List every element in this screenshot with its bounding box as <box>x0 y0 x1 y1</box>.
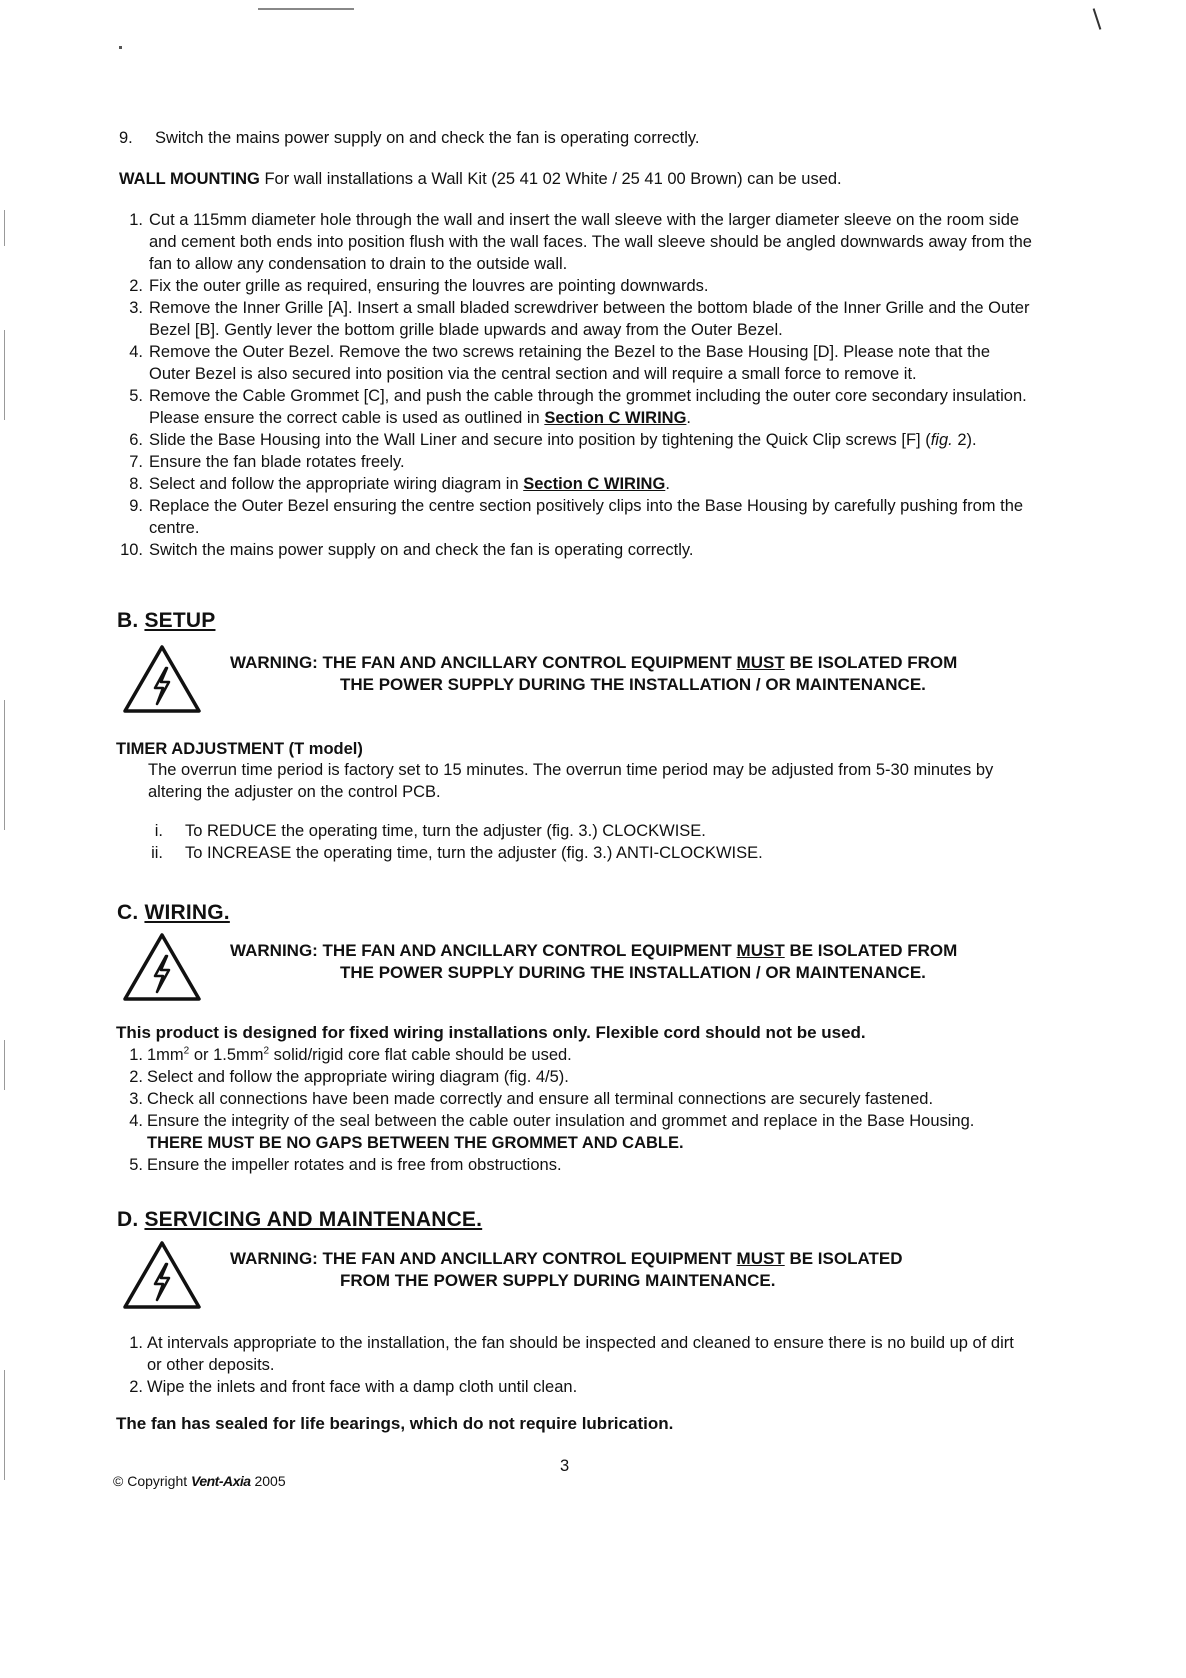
list-item-text: Switch the mains power supply on and check the fan is operating correctly. <box>149 541 694 559</box>
scan-artifact <box>119 46 122 49</box>
section-prefix: D. <box>117 1208 139 1231</box>
list-item-text-end: . <box>665 475 670 493</box>
list-item-text: Replace the Outer Bezel ensuring the centre section positively clips into the Base Housing by carefully pushing from the centre. <box>149 497 1024 537</box>
list-item <box>113 1088 1073 1110</box>
warning-must: MUST <box>736 1249 785 1268</box>
scan-artifact <box>1093 8 1102 30</box>
list-item <box>113 1376 1033 1398</box>
superscript: 2 <box>263 1045 270 1057</box>
servicing-steps <box>113 1332 1033 1398</box>
list-item-text: Wipe the inlets and front face with a damp cloth until clean. <box>147 1378 578 1396</box>
list-item <box>113 1110 987 1154</box>
list-item <box>113 341 1033 385</box>
list-item-number: 3. <box>129 1090 143 1108</box>
list-item <box>113 495 1033 539</box>
warning-text <box>230 940 1090 984</box>
scan-artifact <box>4 1370 5 1480</box>
list-item-text: Fix the outer grille as required, ensuring the louvres are pointing downwards. <box>149 277 709 295</box>
servicing-note: The fan has sealed for life bearings, which do not require lubrication. <box>116 1414 674 1433</box>
wall-mounting-text: For wall installations a Wall Kit (25 41 02 White / 25 41 00 Brown) can be used. <box>264 170 842 188</box>
warning-line1: WARNING: THE FAN AND ANCILLARY CONTROL EQUIPMENT <box>230 1249 732 1268</box>
warning-block <box>120 1240 1080 1316</box>
timer-adjustment-text: The overrun time period is factory set to 15 minutes. The overrun time period may be adjusted from 5-30 minutes by altering the adjuster on the control PCB. <box>148 761 994 801</box>
warning-line1-end: BE ISOLATED FROM <box>789 941 958 960</box>
list-item <box>113 1154 1073 1176</box>
list-item-text: Remove the Cable Grommet [C], and push the cable through the grommet including the outer core secondary insulation. Please ensure the correct cable is used as outlined in <box>149 387 1027 427</box>
list-item-number: 3. <box>129 299 143 317</box>
brand-logo-text: Vent-Axia <box>191 1473 251 1489</box>
list-item-text: Ensure the impeller rotates and is free from obstructions. <box>147 1156 562 1174</box>
list-item-number: ii. <box>151 844 163 862</box>
list-item-text: Switch the mains power supply on and check the fan is operating correctly. <box>155 129 700 147</box>
timer-steps <box>113 820 1013 864</box>
list-item-text: Select and follow the appropriate wiring diagram (fig. 4/5). <box>147 1068 569 1086</box>
page-number: 3 <box>560 1457 570 1475</box>
electrical-hazard-warning-icon <box>122 932 202 1002</box>
list-item-text: Select and follow the appropriate wiring diagram in <box>149 475 519 493</box>
warning-line1: WARNING: THE FAN AND ANCILLARY CONTROL EQUIPMENT <box>230 941 732 960</box>
copyright-prefix: © Copyright <box>113 1473 188 1489</box>
list-item-number: 1. <box>129 211 143 229</box>
copyright-year: 2005 <box>254 1473 286 1489</box>
list-item-text: Remove the Outer Bezel. Remove the two screws retaining the Bezel to the Base Housing [D]. Please note that the Outer Bezel is also secured into position via the central section and will require a small force to remove it. <box>149 343 991 383</box>
list-item-text: solid/rigid core flat cable should be used. <box>269 1046 572 1064</box>
scan-artifact <box>4 1040 5 1090</box>
list-item-number: 7. <box>129 453 143 471</box>
list-item <box>113 473 1033 495</box>
list-item <box>113 429 1033 451</box>
wall-mounting-steps <box>113 209 1033 561</box>
list-item-number: 8. <box>129 475 143 493</box>
list-item <box>113 275 1033 297</box>
list-item-text: Ensure the fan blade rotates freely. <box>149 453 405 471</box>
list-item-number: 5. <box>129 1156 143 1174</box>
scan-artifact <box>4 210 5 246</box>
copyright-line <box>113 1470 286 1492</box>
list-item-number: 5. <box>129 387 143 405</box>
section-prefix: C. <box>117 901 139 924</box>
electrical-hazard-warning-icon <box>122 1240 202 1310</box>
scan-artifact <box>4 700 5 830</box>
list-item-number: i. <box>154 822 163 840</box>
wiring-note: This product is designed for fixed wiring installations only. Flexible cord should not be used. <box>116 1023 866 1042</box>
list-item-number: 9. <box>119 129 133 147</box>
list-item <box>113 1044 1073 1066</box>
section-heading-wiring <box>117 902 230 924</box>
list-item <box>113 1066 1073 1088</box>
list-item-number: 1. <box>129 1046 143 1064</box>
list-item-number: 9. <box>129 497 143 515</box>
section-heading-servicing <box>117 1209 482 1231</box>
list-item-number: 4. <box>129 1112 143 1130</box>
warning-block <box>120 644 1080 720</box>
section-prefix: B. <box>117 609 139 632</box>
list-item <box>113 385 1033 429</box>
warning-line2: THE POWER SUPPLY DURING THE INSTALLATION / OR MAINTENANCE. <box>340 963 926 982</box>
list-item <box>113 209 1033 275</box>
section-title: WIRING. <box>144 901 230 924</box>
list-item-text: Ensure the integrity of the seal between the cable outer insulation and grommet and replace in the Base Housing. <box>147 1112 975 1130</box>
wiring-steps <box>113 1044 1073 1176</box>
wall-mounting-label: WALL MOUNTING <box>119 170 260 188</box>
list-item-number: 6. <box>129 431 143 449</box>
list-item-text: To INCREASE the operating time, turn the adjuster (fig. 3.) ANTI-CLOCKWISE. <box>185 844 763 862</box>
list-item-number: 2. <box>129 277 143 295</box>
list-item-number: 10. <box>120 541 143 559</box>
warning-block <box>120 932 1080 1008</box>
warning-must: MUST <box>736 941 785 960</box>
list-item <box>113 820 1013 842</box>
section-heading-setup <box>117 610 215 632</box>
electrical-hazard-warning-icon <box>122 644 202 714</box>
cable-size-1: 1mm <box>147 1046 184 1064</box>
section-title: SERVICING AND MAINTENANCE. <box>144 1208 483 1231</box>
section-title: SETUP <box>144 609 216 632</box>
list-item-number: 2. <box>129 1378 143 1396</box>
list-item <box>113 1332 1033 1376</box>
list-item-text-end: 2). <box>952 431 977 449</box>
section-c-wiring-link[interactable]: Section C WIRING <box>544 409 687 427</box>
list-item <box>113 842 1013 864</box>
list-item <box>113 297 1033 341</box>
warning-line2: FROM THE POWER SUPPLY DURING MAINTENANCE. <box>340 1271 776 1290</box>
superscript: 2 <box>183 1045 190 1057</box>
list-item-text: To REDUCE the operating time, turn the adjuster (fig. 3.) CLOCKWISE. <box>185 822 706 840</box>
list-item <box>119 127 1105 149</box>
list-item-bold-text: THERE MUST BE NO GAPS BETWEEN THE GROMMET AND CABLE. <box>147 1134 684 1152</box>
cable-size-2: or 1.5mm <box>189 1046 264 1064</box>
warning-text <box>230 1248 1090 1292</box>
warning-must: MUST <box>736 653 785 672</box>
list-item-number: 1. <box>129 1334 143 1352</box>
list-item-text: At intervals appropriate to the installation, the fan should be inspected and cleaned to ensure there is no build up of dirt or other deposits. <box>147 1334 1014 1374</box>
list-item <box>113 451 1033 473</box>
warning-line1-end: BE ISOLATED <box>789 1249 903 1268</box>
list-item-text: Remove the Inner Grille [A]. Insert a small bladed screwdriver between the bottom blade of the Inner Grille and the Outer Bezel [B]. Gently lever the bottom grille blade upwards and away from the Outer Bezel. <box>149 299 1030 339</box>
timer-adjustment-heading: TIMER ADJUSTMENT (T model) <box>116 740 363 758</box>
list-item-text: Cut a 115mm diameter hole through the wall and insert the wall sleeve with the larger diameter sleeve on the room side and cement both ends into position flush with the wall faces. The wall sleeve should be angled downwards away from the fan to allow any condensation to drain to the outside wall. <box>149 211 1032 273</box>
list-item-text: Slide the Base Housing into the Wall Liner and secure into position by tightening the Quick Clip screws [F] ( <box>149 431 931 449</box>
list-item-number: 4. <box>129 343 143 361</box>
warning-line2: THE POWER SUPPLY DURING THE INSTALLATION / OR MAINTENANCE. <box>340 675 926 694</box>
warning-text <box>230 652 1090 696</box>
section-c-wiring-link[interactable]: Section C WIRING <box>523 475 666 493</box>
list-item-number: 2. <box>129 1068 143 1086</box>
scan-artifact <box>4 330 5 420</box>
list-item-text: Check all connections have been made correctly and ensure all terminal connections are securely fastened. <box>147 1090 934 1108</box>
list-item <box>113 539 1033 561</box>
warning-line1-end: BE ISOLATED FROM <box>789 653 958 672</box>
wall-mounting-intro <box>119 168 1079 190</box>
scan-artifact <box>258 8 354 10</box>
list-item-text-end: . <box>686 409 692 427</box>
warning-line1: WARNING: THE FAN AND ANCILLARY CONTROL EQUIPMENT <box>230 653 732 672</box>
fig-reference: fig. <box>930 431 953 449</box>
